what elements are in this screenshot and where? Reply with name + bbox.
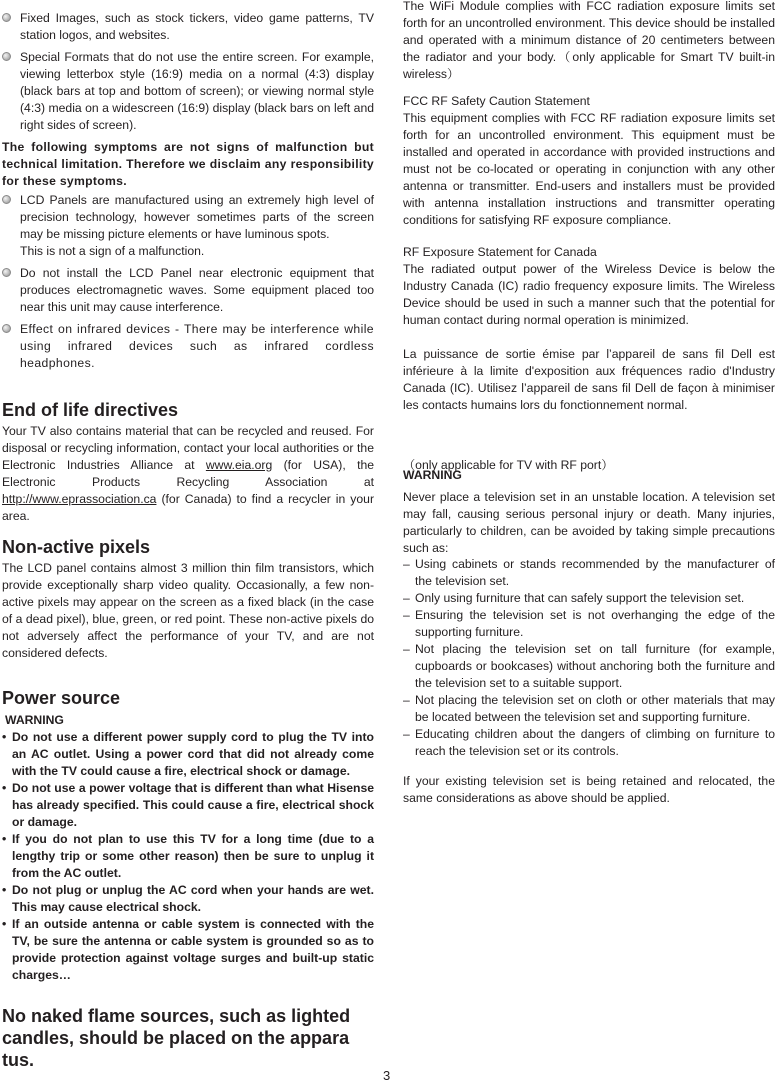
- bullet-icon: •: [2, 730, 7, 744]
- eol-heading: End of life directives: [2, 400, 179, 420]
- malfunction-note: This is not a sign of a malfunction.: [20, 244, 205, 258]
- list-item: – Ensuring the television set is not overhanging the edge of the supporting furniture.: [403, 608, 775, 639]
- fcc-text: This equipment complies with FCC RF radiation exposure limits set forth for an uncontrolled environment. This equipment must be installed and operated in accordance with provided instructions and must not be co-located or operating in conjunction with any other antenna or transmitter. End-users and installers must be provided with antenna installation instructions and transmitter operating conditions for satisfying RF exposure compliance.: [403, 111, 775, 227]
- bullet-icon: •: [2, 781, 7, 795]
- bullet-icon: [2, 195, 11, 204]
- list-item: Effect on infrared devices - There may be interference while using infrared devices such as infrared cordless headphones.: [2, 321, 374, 372]
- french-text: La puissance de sortie émise par l’appareil de sans fil Dell est inférieure à la limite d'exposition aux fréquences radio d'Industry Canada (IC). Utilisez l’appareil de sans fil Dell de façon à minimiser les contacts humains lors du fonctionnement normal.: [403, 347, 775, 412]
- warning-text: Never place a television set in an unstable location. A television set may fall, causing serious personal injury or death. Many injuries, particularly to children, can be avoided by taking simple precautions such as:: [403, 490, 775, 555]
- eia-link[interactable]: www.eia.org: [205, 458, 273, 472]
- bullet-icon: [2, 52, 11, 61]
- list-item: – Not placing the television set on cloth or other materials that may be located between the television set and supporting furniture.: [403, 693, 775, 724]
- dash-icon: –: [403, 727, 410, 741]
- dash-icon: –: [403, 642, 410, 656]
- list-item: Fixed Images, such as stock tickers, video game patterns, TV station logos, and websites.: [2, 10, 374, 44]
- warning-heading: WARNING: [403, 468, 462, 482]
- bullet-icon: [2, 324, 11, 333]
- list-item: LCD Panels are manufactured using an extremely high level of precision technology, however sometimes parts of the screen may be missing picture elements or have luminous spots. This is not a sign of a malfunction.: [2, 192, 374, 260]
- list-item: Special Formats that do not use the entire screen. For example, viewing letterbox style (16:9) media on a normal (4:3) display (black bars at top and bottom of screen); or viewing normal style (4:3) media on a widescreen (16:9) display (black bars on left and right sides of screen).: [2, 49, 374, 134]
- dash-icon: –: [403, 557, 410, 571]
- bullet-icon: [2, 13, 11, 22]
- pixels-heading: Non-active pixels: [2, 537, 151, 557]
- list-item: – Only using furniture that can safely support the television set.: [403, 591, 745, 605]
- precaution-list: [403, 556, 775, 760]
- list-item: • If you do not plan to use this TV for a long time (due to a lengthy trip or some other reason) then be sure to unplug it from the AC outlet.: [2, 832, 374, 880]
- canada-heading: RF Exposure Statement for Canada: [403, 245, 597, 259]
- rf-port-note: （only applicable for TV with RF port）: [403, 458, 614, 472]
- list-item: • Do not use a different power supply cord to plug the TV into an AC outlet. Using a power cord that did not already come with the TV could cause a fire, electrical shock or damage.: [2, 730, 374, 778]
- list-item: • If an outside antenna or cable system is connected with the TV, be sure the antenna or cable system is grounded so as to provide protection against voltage surges and built-up static charges…: [2, 917, 374, 982]
- dash-icon: –: [403, 608, 410, 622]
- wifi-text: The WiFi Module complies with FCC radiation exposure limits set forth for an uncontrolled environment. This device should be installed and operated with a minimum distance of 20 centimeters between the radiator and your body.（only applicable for Smart TV built-in wireless）: [403, 0, 775, 81]
- bullet-icon: •: [2, 832, 7, 846]
- closing-text: If your existing television set is being retained and relocated, the same considerations as above should be applied.: [403, 774, 775, 805]
- list-item: – Educating children about the dangers of climbing on furniture to reach the television set or its controls.: [403, 727, 775, 758]
- canada-text: The radiated output power of the Wireless Device is below the Industry Canada (IC) radio frequency exposure limits. The Wireless Device should be used in such a manner such that the potential for human contact during normal operation is minimized.: [403, 262, 775, 327]
- bullet-icon: [2, 268, 11, 277]
- bullet-icon: •: [2, 917, 7, 931]
- fcc-heading: FCC RF Safety Caution Statement: [403, 94, 590, 108]
- list-item: – Using cabinets or stands recommended by the manufacturer of the television set.: [403, 557, 775, 588]
- flame-notice: No naked flame sources, such as lighted candles, should be placed on the appara tus.: [2, 1006, 351, 1070]
- disclaimer-text: The following symptoms are not signs of malfunction but technical limitation. Therefore we disclaim any responsibility for these symptoms.: [2, 140, 374, 188]
- page-number: 3: [383, 1068, 391, 1083]
- symptom-bullet-list: [2, 192, 374, 377]
- power-heading: Power source: [2, 688, 121, 708]
- bullet-icon: •: [2, 883, 7, 897]
- power-warning-label: WARNING: [5, 713, 64, 727]
- intro-bullet-list: [2, 10, 374, 139]
- list-item: – Not placing the television set on tall furniture (for example, cupboards or bookcases) without anchoring both the furniture and the television set to a suitable support.: [403, 642, 775, 690]
- dash-icon: –: [403, 693, 410, 707]
- list-item: Do not install the LCD Panel near electronic equipment that produces electromagnetic waves. Some equipment placed too near this unit may cause interference.: [2, 265, 374, 316]
- epra-link[interactable]: http://www.eprassociation.ca: [2, 492, 157, 506]
- dash-icon: –: [403, 591, 410, 605]
- list-item: • Do not use a power voltage that is different than what Hisense has already specified. This could cause a fire, electrical shock or damage.: [2, 781, 374, 829]
- pixels-text: The LCD panel contains almost 3 million thin film transistors, which provide exceptionally sharp video quality. Occasionally, a few non-active pixels may appear on the screen as a fixed black (in the case of a dead pixel), blue, green, or red point. These non-active pixels do not adversely affect the performance of your TV, and are not considered defects.: [2, 561, 374, 660]
- eol-text: Your TV also contains material that can be recycled and reused. For disposal or recycling information, contact your local authorities or the Electronic Industries Alliance at www.eia.org (for USA), the Electronic Products Recycling Association at http://www.eprassociation.ca (for Canada) to find a recycler in your area.: [2, 424, 375, 523]
- power-warning-list: [2, 729, 374, 984]
- list-item: • Do not plug or unplug the AC cord when your hands are wet. This may cause electrical shock.: [2, 883, 374, 914]
